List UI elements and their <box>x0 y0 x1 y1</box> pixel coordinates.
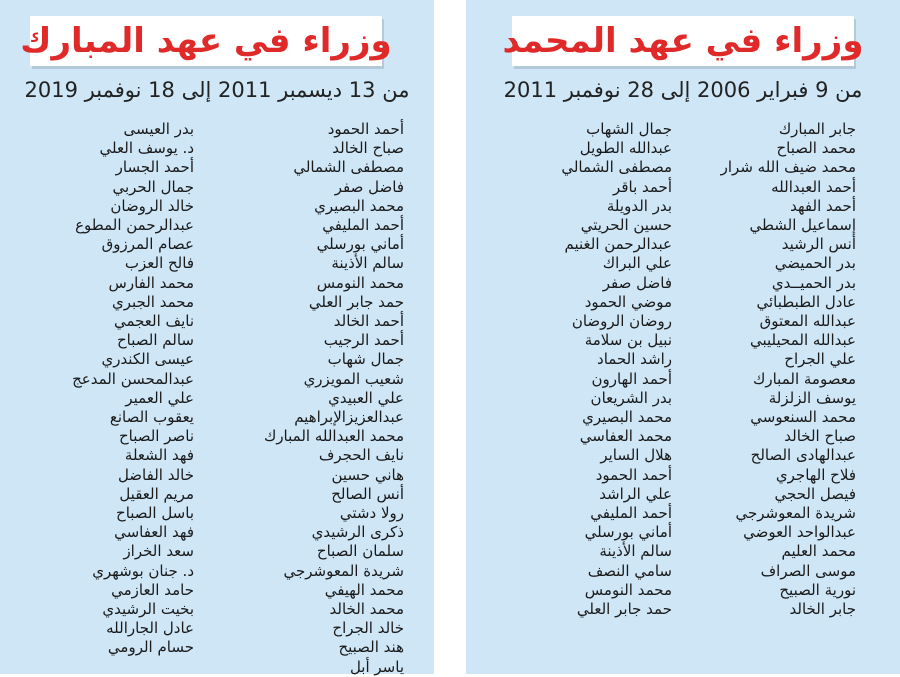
minister-name: عبدالمحسن المدعج <box>72 369 194 388</box>
minister-name: أماني بورسلي <box>316 235 404 254</box>
minister-name: خالد الروضان <box>110 196 194 215</box>
minister-name: محمد العليم <box>781 542 856 561</box>
minister-name: سعد الخراز <box>123 542 194 561</box>
minister-name: محمد النومس <box>316 273 404 292</box>
minister-name: محمد العفاسي <box>579 427 672 446</box>
minister-name: مريم العقيل <box>119 484 194 503</box>
minister-name: د. يوسف العلي <box>99 139 194 158</box>
minister-name: صباح الخالد <box>332 139 404 158</box>
minister-name: محمد الجبري <box>112 292 194 311</box>
minister-name: فهد الشعلة <box>124 446 194 465</box>
minister-name: أماني بورسلي <box>584 523 672 542</box>
minister-name: نبيل بن سلامة <box>584 331 672 350</box>
minister-name: أحمد الحمود <box>595 465 672 484</box>
minister-name: أحمد الرجيب <box>323 331 404 350</box>
minister-name: فالح العزب <box>124 254 194 273</box>
minister-name: صباح الخالد <box>784 427 856 446</box>
minister-name: عبدالواحد العوضي <box>743 523 856 542</box>
minister-name: حسين الحريتي <box>580 216 672 235</box>
minister-name: عبدالرحمن الغنيم <box>564 235 672 254</box>
minister-name: جمال الشهاب <box>586 120 672 138</box>
minister-name: مصطفى الشمالي <box>561 158 672 177</box>
minister-name: حمد جابر العلي <box>308 292 404 311</box>
minister-name: جمال شهاب <box>327 350 404 369</box>
minister-name: بدر الحميضي <box>774 254 856 273</box>
minister-name: محمد الصباح <box>776 139 856 158</box>
minister-name: أحمد المليفي <box>590 504 672 523</box>
minister-name: محمد ضيف الله شرار <box>720 158 856 177</box>
minister-name: موسى الصراف <box>760 561 856 580</box>
names-column <box>264 120 404 677</box>
minister-name: أحمد الجسار <box>115 158 194 177</box>
minister-name: جمال الحربي <box>112 177 194 196</box>
panel-subtitle: من 13 ديسمبر 2011 إلى 18 نوفمبر 2019 <box>24 78 410 102</box>
minister-name: شريدة المعوشرجي <box>735 504 856 523</box>
minister-name: محمد النومس <box>584 580 672 599</box>
minister-name: فهد العفاسي <box>114 523 194 542</box>
minister-name: علي البراك <box>602 254 672 273</box>
minister-name: هاني حسين <box>331 465 404 484</box>
minister-name: أحمد الخالد <box>333 312 404 331</box>
minister-name: محمد العبدالله المبارك <box>263 427 404 446</box>
minister-name: عادل الجارالله <box>106 619 194 638</box>
names-column <box>561 120 672 619</box>
minister-name: أنس الرشيد <box>781 235 856 254</box>
minister-name: جابر المبارك <box>778 120 856 138</box>
minister-name: علي الراشد <box>599 484 672 503</box>
minister-name: أنس الصالح <box>331 484 404 503</box>
panel-title: وزراء في عهد المبارك <box>20 21 392 61</box>
minister-name: مصطفى الشمالي <box>293 158 404 177</box>
minister-name: أحمد الهارون <box>591 369 672 388</box>
minister-name: باسل الصباح <box>116 504 194 523</box>
minister-name: محمد الفارس <box>108 273 194 292</box>
minister-name: هند الصبيح <box>338 638 404 657</box>
minister-name: عبدالعزيزالإبراهيم <box>294 408 404 427</box>
minister-name: نايف الحجرف <box>318 446 404 465</box>
minister-name: راشد الحماد <box>597 350 672 369</box>
minister-name: محمد الخالد <box>329 600 404 619</box>
minister-name: أحمد العبدالله <box>771 177 856 196</box>
minister-name: جابر الخالد <box>789 600 856 619</box>
minister-name: عادل الطبطبائي <box>756 292 856 311</box>
minister-name: محمد السنعوسي <box>750 408 856 427</box>
minister-name: سالم الأذينة <box>599 542 672 561</box>
minister-name: فاضل صفر <box>334 177 404 196</box>
minister-name: شريدة المعوشرجي <box>283 561 404 580</box>
minister-name: حامد العازمي <box>111 580 194 599</box>
minister-name: يوسف الزلزلة <box>768 388 856 407</box>
minister-name: نورية الصبيح <box>779 580 856 599</box>
minister-name: حمد جابر العلي <box>576 600 672 619</box>
minister-name: أحمد المليفي <box>322 216 404 235</box>
minister-name: بدر الحميــدي <box>771 273 856 292</box>
minister-name: شعيب المويزري <box>303 369 404 388</box>
minister-name: سالم الأذينة <box>331 254 404 273</box>
names-column <box>72 120 194 658</box>
minister-name: أحمد الحمود <box>327 120 404 138</box>
minister-name: نايف العجمي <box>113 312 194 331</box>
minister-name: محمد البصيري <box>314 196 404 215</box>
minister-name: عبدالرحمن المطوع <box>75 216 194 235</box>
minister-name: موضي الحمود <box>584 292 672 311</box>
minister-name: عصام المرزوق <box>101 235 194 254</box>
minister-name: إسماعيل الشطي <box>749 216 856 235</box>
minister-name: بدر الشريعان <box>590 388 672 407</box>
minister-name: سامي النصف <box>587 561 672 580</box>
minister-name: روضان الروضان <box>571 312 672 331</box>
minister-name: بخيت الرشيدي <box>102 600 194 619</box>
minister-name: محمد الهيفي <box>324 580 404 599</box>
minister-name: عيسى الكندري <box>101 350 194 369</box>
minister-name: علي العبيدي <box>328 388 404 407</box>
minister-name: رولا دشتي <box>339 504 404 523</box>
minister-name: أحمد الفهد <box>790 196 856 215</box>
minister-name: بدر الدويلة <box>606 196 672 215</box>
minister-name: بدر العيسى <box>123 120 194 138</box>
minister-name: خالد الفاضل <box>117 465 194 484</box>
minister-name: ذكرى الرشيدي <box>311 523 404 542</box>
names-column <box>721 120 856 619</box>
minister-name: هلال الساير <box>600 446 672 465</box>
minister-name: عبدالله المعتوق <box>759 312 856 331</box>
minister-name: حسام الرومي <box>107 638 194 657</box>
panel-mohammad-era <box>466 0 900 674</box>
minister-name: خالد الجراح <box>332 619 404 638</box>
minister-name: علي الجراح <box>784 350 856 369</box>
minister-name: ناصر الصباح <box>118 427 194 446</box>
title-box <box>502 16 864 66</box>
minister-name: فلاح الهاجري <box>775 465 856 484</box>
panel-subtitle: من 9 فبراير 2006 إلى 28 نوفمبر 2011 <box>503 78 863 102</box>
minister-name: أحمد باقر <box>613 177 672 196</box>
minister-name: فاضل صفر <box>602 273 672 292</box>
minister-name: يعقوب الصانع <box>109 408 194 427</box>
minister-name: عبدالهادى الصالح <box>750 446 856 465</box>
minister-name: علي العمير <box>125 388 194 407</box>
minister-name: عبدالله الطويل <box>579 139 672 158</box>
minister-name: سلمان الصباح <box>316 542 404 561</box>
panel-mubarak-era <box>0 0 434 674</box>
panel-title: وزراء في عهد المحمد <box>502 21 864 61</box>
minister-name: معصومة المبارك <box>753 369 856 388</box>
minister-name: فيصل الحجي <box>774 484 856 503</box>
minister-name: عبدالله المحيليبي <box>749 331 856 350</box>
minister-name: د. جنان بوشهري <box>92 561 194 580</box>
minister-name: سالم الصباح <box>117 331 194 350</box>
minister-name: ياسر أبل <box>349 657 404 676</box>
title-box <box>20 16 392 66</box>
minister-name: محمد البصيري <box>582 408 672 427</box>
